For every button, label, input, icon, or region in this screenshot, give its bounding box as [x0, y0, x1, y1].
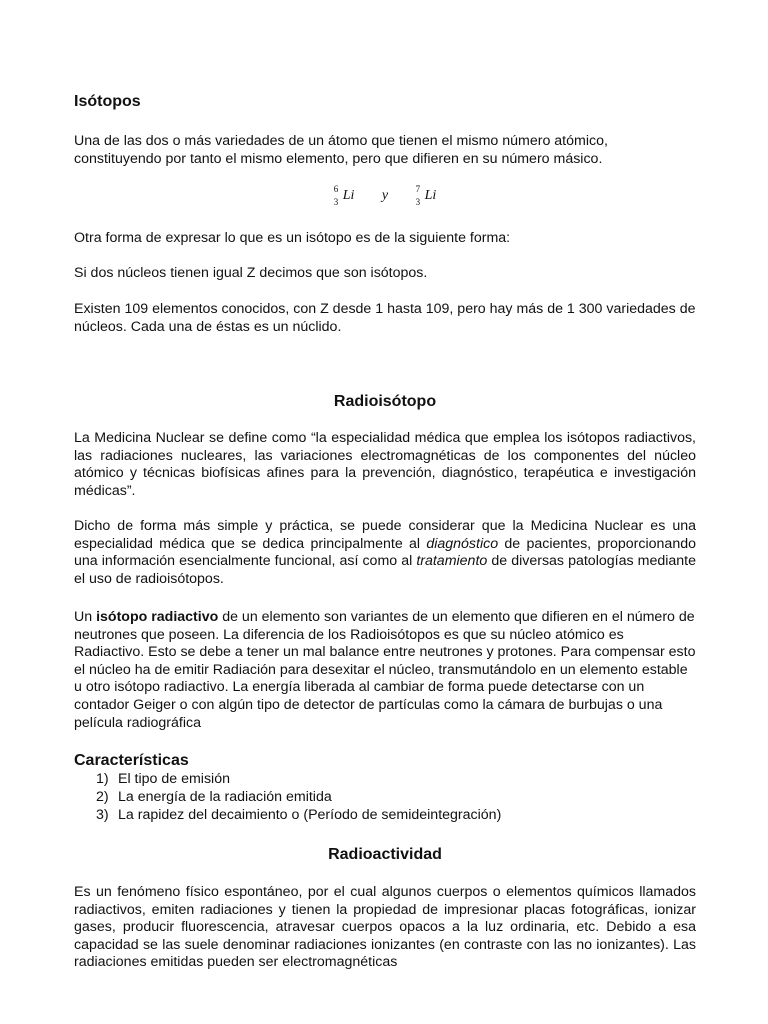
p3-text-a: Un	[74, 609, 97, 625]
isotope-formula	[74, 184, 696, 211]
p2-text-c: de diversas patologías mediante el uso de radioisótopos.	[74, 553, 696, 587]
isotopos-heading: Isótopos	[74, 93, 141, 110]
p3-bold-term: isótopo radiactivo	[96, 609, 219, 625]
formula-conjunction: y	[381, 188, 389, 203]
isotopos-count: Existen 109 elementos conocidos, con Z desde 1 hasta 109, pero hay más de 1 300 variedades de núcleos. Cada una de éstas es un núclido.	[74, 301, 696, 335]
isotope-li6-atomic: 3	[333, 197, 339, 207]
list-item-number: 3)	[96, 807, 109, 823]
isotopos-z-rule: Si dos núcleos tienen igual Z decimos que son isótopos.	[74, 265, 428, 281]
list-item-text: El tipo de emisión	[118, 771, 230, 787]
list-item	[74, 771, 696, 789]
isotope-li7	[415, 184, 437, 207]
radioisotopo-paragraph-2	[74, 518, 696, 588]
list-item-number: 1)	[96, 771, 109, 787]
list-item-text: La rapidez del decaimiento o (Período de semideintegración)	[118, 807, 502, 823]
isotopos-definition: Una de las dos o más variedades de un átomo que tienen el mismo número atómico, constituyendo por tanto el mismo elemento, pero que difieren en su número másico.	[74, 133, 608, 167]
isotope-li6-mass: 6	[333, 184, 339, 194]
caracteristicas-heading: Características	[74, 752, 189, 769]
radioisotopo-paragraph-3	[74, 609, 696, 732]
list-item	[74, 807, 696, 825]
isotopos-other-form: Otra forma de expresar lo que es un isótopo es de la siguiente forma:	[74, 230, 511, 246]
p2-text-a: Dicho de forma más simple y práctica, se puede considerar que la Medicina Nuclear es una especialidad médica que se dedica principalmente al	[74, 518, 696, 552]
isotope-li7-symbol: Li	[424, 188, 437, 203]
isotope-li7-atomic: 3	[415, 197, 421, 207]
p2-text-b: de pacientes, proporcionando una información esencialmente funcional, así como al	[74, 535, 696, 570]
list-item-number: 2)	[96, 789, 109, 805]
radioactividad-heading: Radioactividad	[328, 846, 442, 863]
p2-emphasis-tratamiento: tratamiento	[416, 553, 488, 570]
radioisotopo-heading: Radioisótopo	[333, 393, 437, 410]
caracteristicas-list	[74, 771, 696, 825]
list-item	[74, 789, 696, 807]
radioactividad-paragraph-1: Es un fenómeno físico espontáneo, por el cual algunos cuerpos o elementos químicos llamados radiactivos, emiten radiaciones y tienen la propiedad de impresionar placas fotográficas, ionizar gases, producir fluorescencia, atravesar cuerpos opacos a la luz ordinaria, etc. Debido a esa capacidad se las suele denominar radiaciones ionizantes (en contraste con las no ionizantes). Las radiaciones emitidas pueden ser electromagnéticas	[74, 884, 696, 971]
radioisotopo-paragraph-1: La Medicina Nuclear se define como “la especialidad médica que emplea los isótopos radiactivos, las radiaciones nucleares, las variaciones electromagnéticas de los componentes del núcleo atómico y técnicas biofísicas afines para la prevención, diagnóstico, terapéutica e investigación médicas”.	[74, 430, 696, 499]
isotope-li6-symbol: Li	[342, 188, 355, 203]
isotope-li6	[333, 184, 355, 207]
p3-text-b: de un elemento son variantes de un elemento que difieren en el número de neutrones que poseen. La diferencia de los Radioisótopos es que su núcleo atómico es Radiactivo. Esto se debe a tener un mal balance entre neutrones y protones. Para compensar esto el núcleo ha de emitir Radiación para desexitar el núcleo, transmutándolo en un elemento estable u otro isótopo radiactivo. La energía liberada al cambiar de forma puede detectarse con un contador Geiger o con algún tipo de detector de partículas como la cámara de burbujas o una película radiográfica	[74, 609, 696, 731]
isotope-li7-mass: 7	[415, 184, 421, 194]
list-item-text: La energía de la radiación emitida	[118, 789, 332, 805]
p2-emphasis-diagnostico: diagnóstico	[426, 535, 499, 552]
